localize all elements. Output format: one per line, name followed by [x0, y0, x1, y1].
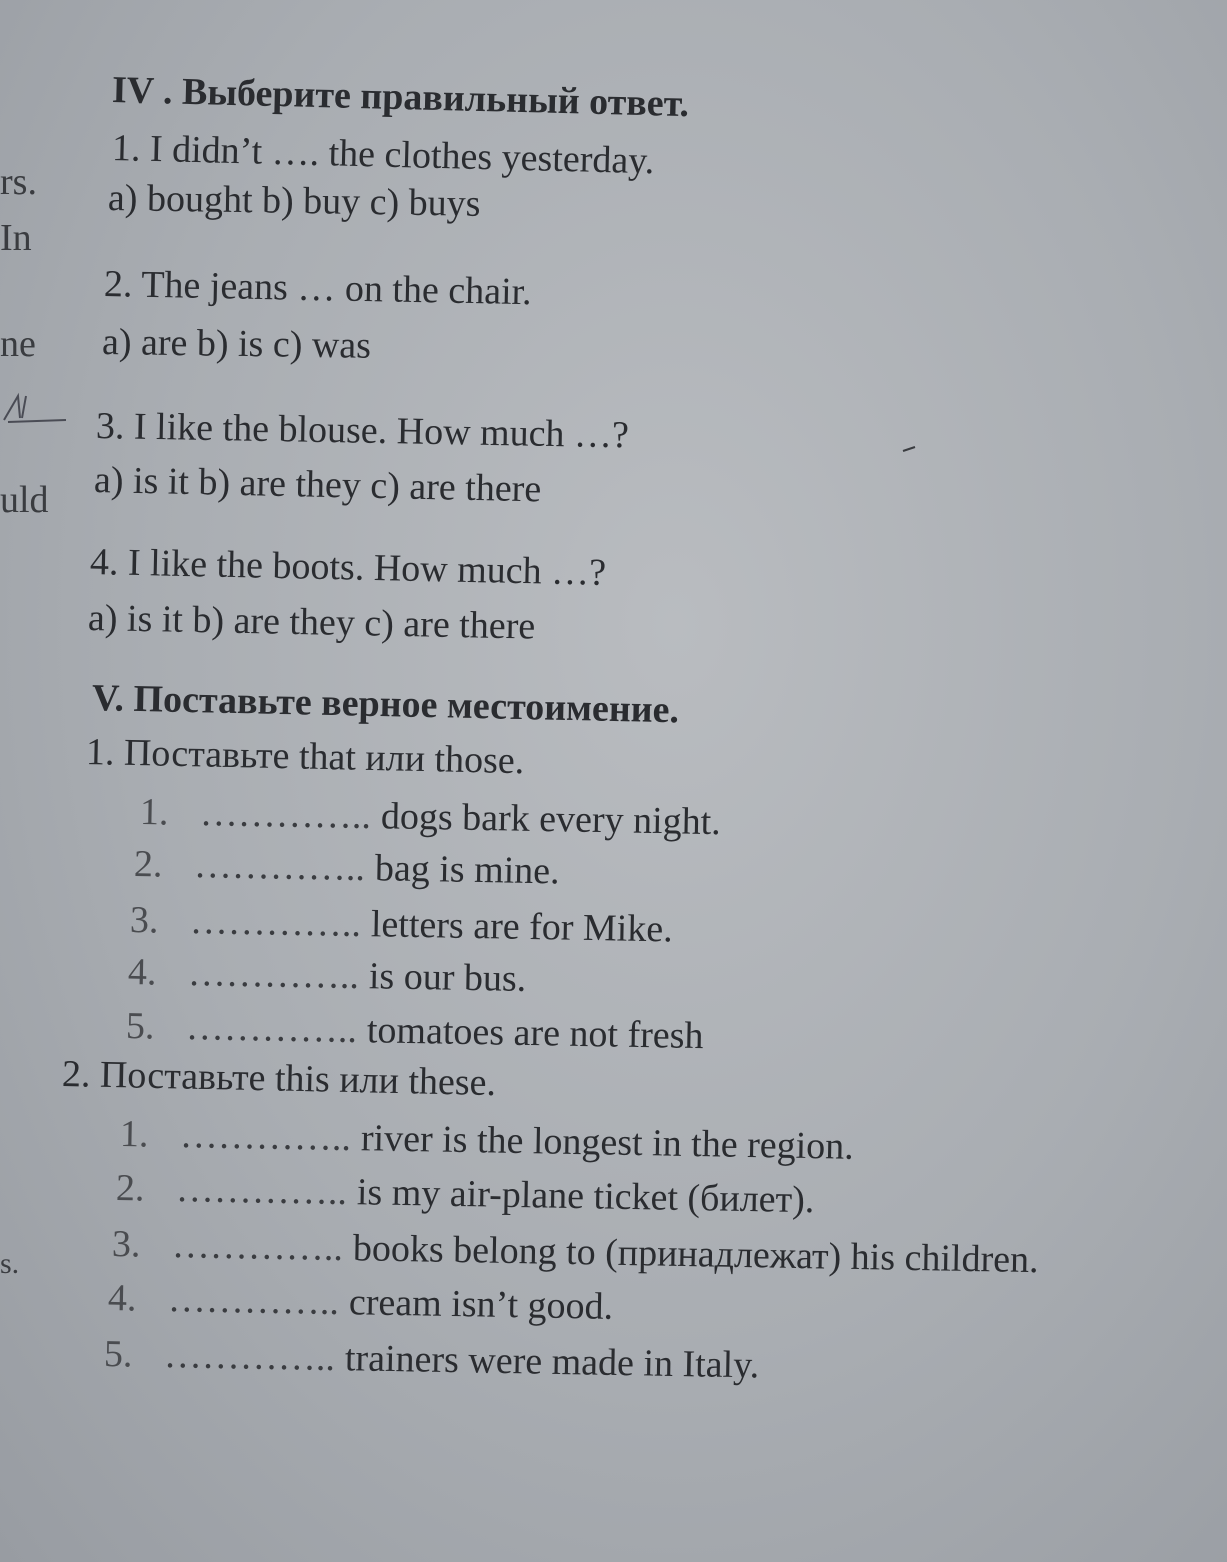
answer-blank[interactable]: ………….. — [163, 1334, 336, 1380]
item-text: dogs bark every night. — [380, 795, 722, 844]
item-number: 3. — [111, 1223, 141, 1266]
item-number: 1. — [119, 1113, 149, 1156]
part-1-title: 1. Поставьте that или those. — [85, 731, 525, 783]
item-text: is our bus. — [368, 955, 527, 1000]
item-number: 2. — [115, 1167, 145, 1210]
answer-blank[interactable]: ………….. — [185, 1006, 358, 1052]
pen-speck-icon — [902, 446, 916, 452]
exercise-item — [104, 1332, 760, 1387]
margin-fragment: uld — [0, 479, 49, 521]
question-options: a) is it b) are they c) are there — [93, 459, 542, 511]
question-options: a) bought b) buy c) buys — [107, 177, 481, 225]
section-5-title: V. Поставьте верное местоимение. — [91, 677, 680, 732]
question-text: 2. The jeans … on the chair. — [103, 263, 533, 314]
exercise-item — [120, 1112, 854, 1169]
item-text: river is the longest in the region. — [360, 1117, 855, 1168]
item-text: bag is mine. — [374, 847, 561, 893]
item-number: 2. — [133, 843, 163, 886]
item-number: 5. — [125, 1005, 155, 1048]
exercise-item — [140, 790, 721, 844]
question-text: 4. I like the boots. How much …? — [89, 541, 607, 594]
margin-fragment: ne — [0, 323, 36, 365]
section-4-title: IV . Выберите правильный ответ. — [111, 69, 690, 126]
item-number: 1. — [139, 791, 169, 834]
answer-blank[interactable]: ………….. — [179, 1114, 352, 1160]
question-text: 3. I like the blouse. How much …? — [95, 405, 630, 457]
item-text: cream isn’t good. — [348, 1281, 614, 1328]
pen-mark-icon — [0, 390, 70, 430]
question-text: 1. I didn’t …. the clothes yesterday. — [111, 127, 655, 183]
margin-fragment: In — [0, 217, 32, 259]
item-number: 5. — [103, 1333, 133, 1376]
answer-blank[interactable]: ………….. — [171, 1224, 344, 1270]
item-number: 4. — [127, 951, 157, 994]
exercise-item — [112, 1222, 1039, 1282]
item-text: trainers were made in Italy. — [344, 1337, 760, 1387]
item-number: 3. — [129, 899, 159, 942]
item-text: letters are for Mike. — [370, 903, 674, 951]
answer-blank[interactable]: ………….. — [199, 792, 372, 838]
item-number: 4. — [107, 1277, 137, 1320]
item-text: books belong to (принадлежат) his children. — [352, 1227, 1039, 1282]
exercise-item — [108, 1276, 614, 1329]
part-2-title: 2. Поставьте this или these. — [61, 1053, 497, 1105]
exercise-item — [116, 1166, 815, 1222]
margin-fragment: rs. — [0, 161, 37, 203]
answer-blank[interactable]: ………….. — [175, 1168, 348, 1214]
exercise-item — [130, 898, 673, 951]
answer-blank[interactable]: ………….. — [189, 900, 362, 946]
exercise-item — [128, 950, 527, 1001]
answer-blank[interactable]: ………….. — [167, 1278, 340, 1324]
question-options: a) are b) is c) was — [101, 321, 372, 367]
item-text: tomatoes are not fresh — [366, 1009, 704, 1058]
exercise-item — [134, 842, 560, 893]
item-text: is my air-plane ticket (билет). — [356, 1171, 815, 1222]
question-options: a) is it b) are they c) are there — [87, 597, 536, 648]
answer-blank[interactable]: ………….. — [193, 844, 366, 890]
answer-blank[interactable]: ………….. — [187, 952, 360, 998]
margin-fragment: s. — [0, 1247, 20, 1280]
exercise-item — [126, 1004, 704, 1058]
